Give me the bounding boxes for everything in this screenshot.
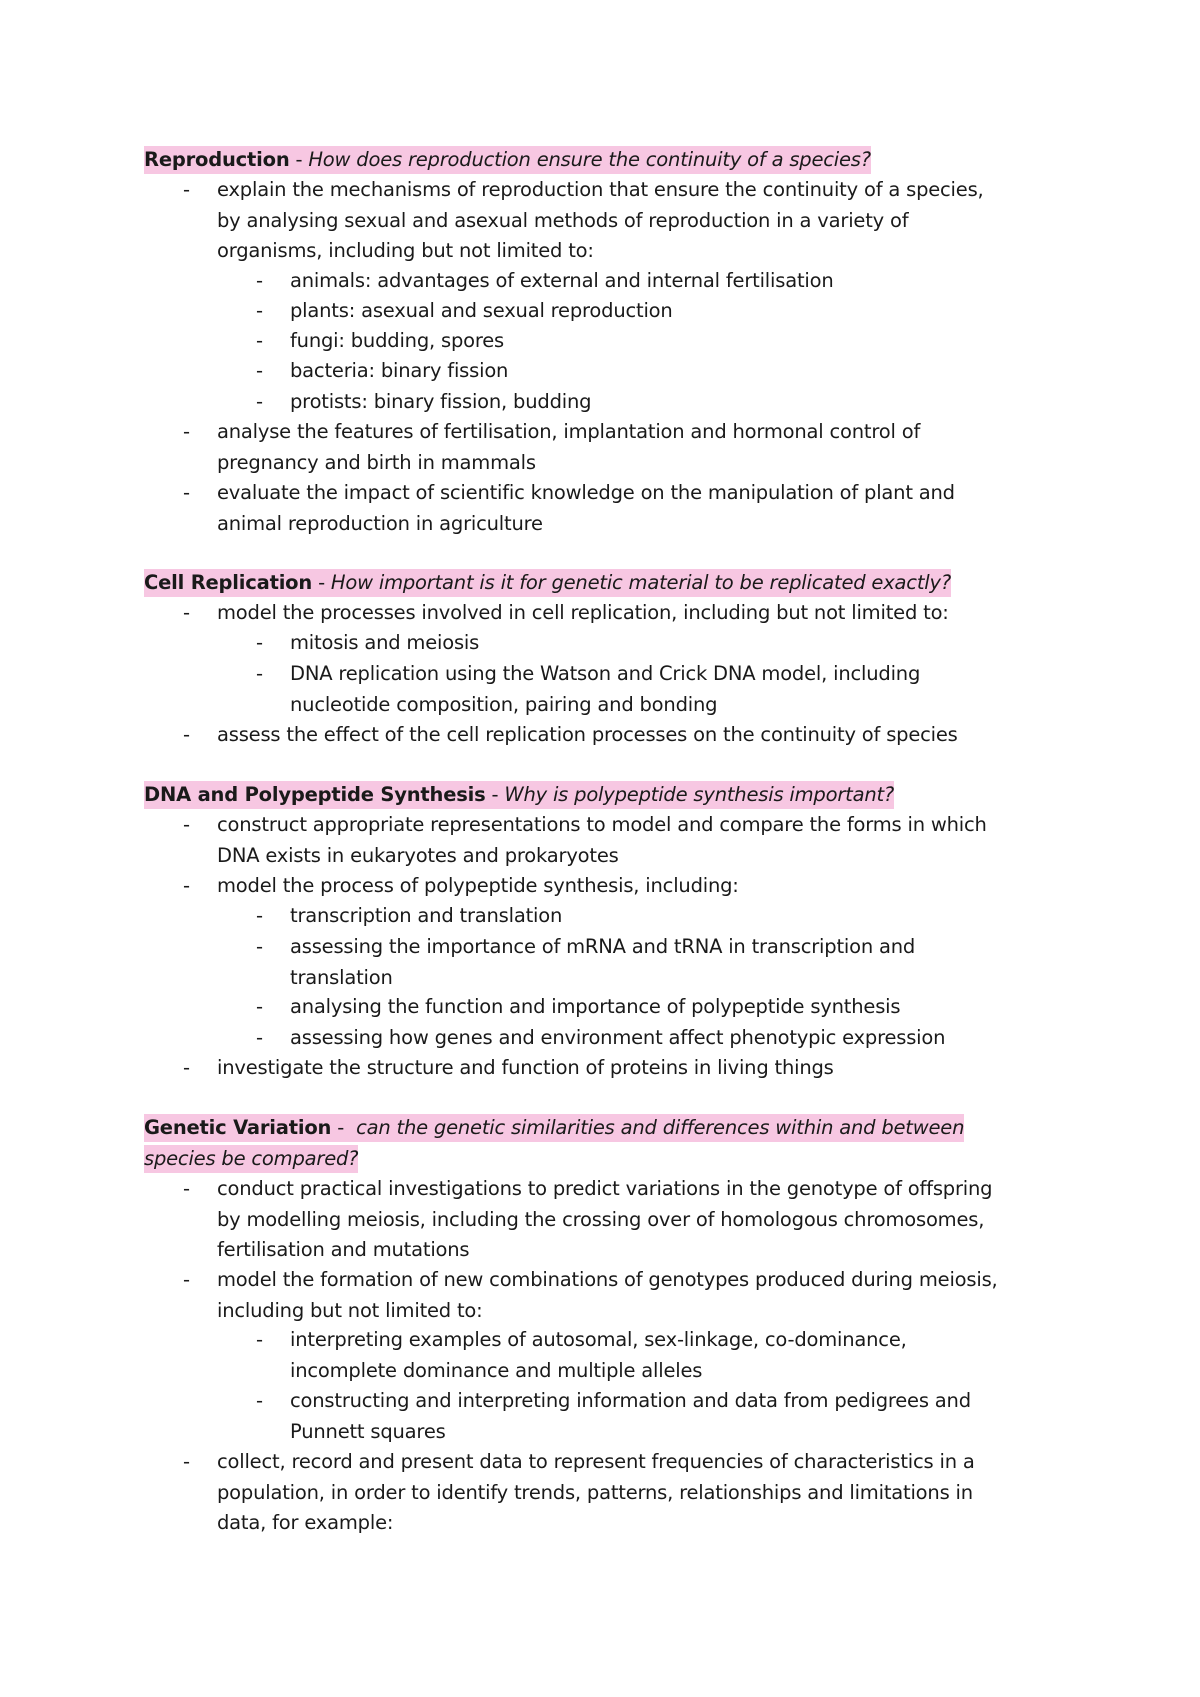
item-line: by modelling meiosis, including the crossing over of homologous chromosomes, [217,1207,985,1231]
section-title: DNA and Polypeptide Synthesis [144,783,486,806]
item-line: evaluate the impact of scientific knowledge on the manipulation of plant and [217,481,955,504]
item-line: model the processes involved in cell replication, including but not limited to: [217,601,949,624]
section-heading-reproduction [144,145,1064,176]
section-title: Cell Replication [144,571,313,594]
bullet-dash: - [256,631,263,654]
list-item [183,175,984,267]
list-item [256,932,916,993]
heading-highlight [144,146,871,174]
bullet-dash: - [256,1389,263,1412]
heading-highlight [144,781,894,809]
bullet-dash: - [183,874,190,897]
list-item [256,659,921,720]
item-line: collect, record and present data to represent frequencies of characteristics in a [217,1450,975,1473]
list-item [183,1174,993,1266]
item-line: model the formation of new combinations of genotypes produced during meiosis, [217,1268,998,1291]
bullet-dash: - [183,1268,190,1291]
list-item [183,1053,834,1084]
item-line: construct appropriate representations to model and compare the forms in which [217,813,987,836]
bullet-dash: - [256,1328,263,1351]
item-line: incomplete dominance and multiple alleles [290,1358,703,1382]
bullet-dash: - [256,390,263,413]
item-line: by analysing sexual and asexual methods of reproduction in a variety of [217,208,909,232]
list-item [256,266,834,297]
bullet-dash: - [183,1177,190,1200]
item-line: population, in order to identify trends, patterns, relationships and limitations in [217,1480,973,1504]
bullet-dash: - [183,1450,190,1473]
item-line: Punnett squares [290,1419,446,1443]
list-item [256,992,901,1023]
bullet-dash: - [183,723,190,746]
item-line: fungi: budding, spores [290,329,505,352]
section-title: Reproduction [144,148,290,171]
item-line: model the process of polypeptide synthesis, including: [217,874,739,897]
heading-separator: - [331,1116,357,1139]
item-line: analysing the function and importance of polypeptide synthesis [290,995,901,1018]
item-line: analyse the features of fertilisation, implantation and hormonal control of [217,420,921,443]
item-line: bacteria: binary fission [290,359,509,382]
list-item [256,628,480,659]
list-item [183,478,955,539]
item-line: organisms, including but not limited to: [217,239,594,262]
item-line: plants: asexual and sexual reproduction [290,299,673,322]
list-item [256,1386,971,1447]
item-line: pregnancy and birth in mammals [217,450,536,474]
list-item [183,810,987,871]
heading-separator: - [485,783,505,806]
item-line: DNA exists in eukaryotes and prokaryotes [217,843,619,867]
bullet-dash: - [256,662,263,685]
item-line: data, for example: [217,1511,394,1534]
list-item [256,296,673,327]
section-heading-dna-polypeptide [144,780,1064,811]
list-item [256,326,505,357]
list-item [256,901,563,932]
item-line: nucleotide composition, pairing and bonding [290,692,718,716]
item-line: DNA replication using the Watson and Crick DNA model, including [290,662,921,685]
bullet-dash: - [256,329,263,352]
item-line: explain the mechanisms of reproduction that ensure the continuity of a species, [217,178,984,201]
list-item [256,356,509,387]
section-question: can the genetic similarities and differences within and between [356,1116,965,1139]
bullet-dash: - [256,299,263,322]
section-question: species be compared? [144,1146,359,1170]
section-heading-genetic-variation [144,1113,1064,1174]
item-line: mitosis and meiosis [290,631,480,654]
list-item [183,1447,975,1539]
heading-separator: - [289,148,309,171]
heading-highlight [144,569,951,597]
list-item [183,1265,998,1326]
list-item [183,720,958,751]
item-line: assessing the importance of mRNA and tRNA in transcription and [290,935,916,958]
section-question: Why is polypeptide synthesis important? [504,783,895,806]
item-line: including but not limited to: [217,1298,483,1322]
bullet-dash: - [183,813,190,836]
section-heading-cell-replication [144,568,1064,599]
list-item [183,598,949,629]
bullet-dash: - [256,269,263,292]
list-item [183,417,921,478]
bullet-dash: - [256,995,263,1018]
section-title: Genetic Variation [144,1116,332,1139]
heading-highlight [144,1114,964,1142]
bullet-dash: - [256,1026,263,1049]
bullet-dash: - [256,935,263,958]
bullet-dash: - [183,178,190,201]
list-item [256,1023,946,1054]
bullet-dash: - [183,481,190,504]
item-line: conduct practical investigations to predict variations in the genotype of offspring [217,1177,993,1200]
item-line: protists: binary fission, budding [290,390,592,413]
item-line: translation [290,965,393,989]
item-line: transcription and translation [290,904,563,927]
item-line: investigate the structure and function of proteins in living things [217,1056,834,1079]
item-line: animal reproduction in agriculture [217,511,543,535]
item-line: constructing and interpreting information and data from pedigrees and [290,1389,971,1412]
heading-highlight [144,1145,358,1173]
bullet-dash: - [256,359,263,382]
list-item [256,1325,907,1386]
bullet-dash: - [183,1056,190,1079]
bullet-dash: - [256,904,263,927]
section-question: How does reproduction ensure the continuity of a species? [308,148,871,171]
section-question: How important is it for genetic material to be replicated exactly? [330,571,951,594]
item-line: animals: advantages of external and internal fertilisation [290,269,834,292]
item-line: fertilisation and mutations [217,1238,470,1261]
list-item [183,871,739,902]
item-line: assess the effect of the cell replication processes on the continuity of species [217,723,958,746]
heading-separator: - [312,571,331,594]
bullet-dash: - [183,420,190,443]
item-line: assessing how genes and environment affect phenotypic expression [290,1026,946,1049]
bullet-dash: - [183,601,190,624]
item-line: interpreting examples of autosomal, sex-linkage, co-dominance, [290,1328,907,1351]
list-item [256,387,592,418]
